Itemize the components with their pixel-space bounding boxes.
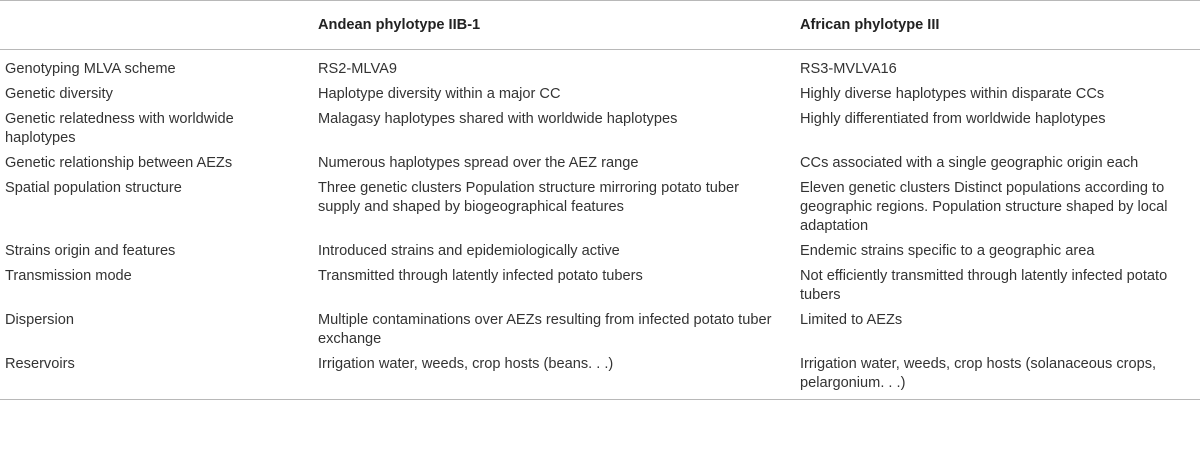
table-row	[0, 50, 1200, 83]
row-african-value: Not efficiently transmitted through latently infected potato tubers	[800, 268, 1168, 303]
row-andean-value: Three genetic clusters Population structure mirroring potato tuber supply and shaped by biogeographical features	[318, 180, 739, 215]
row-feature-label: Dispersion	[5, 312, 74, 328]
row-feature-label: Transmission mode	[5, 268, 132, 284]
table-row	[0, 107, 1200, 151]
table-row	[0, 352, 1200, 400]
row-african-value: Irrigation water, weeds, crop hosts (solanaceous crops, pelargonium. . .)	[800, 356, 1157, 391]
header-andean-phylotype: Andean phylotype IIB-1	[318, 16, 481, 33]
row-andean-value: Irrigation water, weeds, crop hosts (beans. . .)	[318, 356, 614, 372]
row-african-value: RS3-MVLVA16	[800, 61, 897, 77]
row-feature-label: Genetic relationship between AEZs	[5, 155, 233, 171]
row-andean-value: Malagasy haplotypes shared with worldwide haplotypes	[318, 111, 678, 127]
row-feature-label: Genetic relatedness with worldwide haplotypes	[5, 111, 234, 146]
row-african-value: Highly differentiated from worldwide haplotypes	[800, 111, 1106, 127]
table-row	[0, 239, 1200, 264]
row-african-value: Highly diverse haplotypes within disparate CCs	[800, 86, 1105, 102]
row-feature-label: Genetic diversity	[5, 86, 113, 102]
row-andean-value: Transmitted through latently infected potato tubers	[318, 268, 643, 284]
table-row	[0, 264, 1200, 308]
table-header	[0, 1, 1200, 50]
row-african-value: Endemic strains specific to a geographic area	[800, 243, 1095, 259]
table-row	[0, 176, 1200, 239]
row-andean-value: Numerous haplotypes spread over the AEZ range	[318, 155, 639, 171]
header-african-phylotype: African phylotype III	[800, 16, 940, 33]
row-african-value: Eleven genetic clusters Distinct populations according to geographic regions. Population structure shaped by local adaptation	[800, 180, 1168, 234]
row-andean-value: Introduced strains and epidemiologically active	[318, 243, 620, 259]
header-feature	[0, 1, 318, 50]
table-body	[0, 50, 1200, 400]
table-row	[0, 308, 1200, 352]
row-african-value: CCs associated with a single geographic origin each	[800, 155, 1139, 171]
row-andean-value: Haplotype diversity within a major CC	[318, 86, 561, 102]
row-feature-label: Genotyping MLVA scheme	[5, 61, 176, 77]
row-african-value: Limited to AEZs	[800, 312, 903, 328]
row-andean-value: RS2-MLVA9	[318, 61, 397, 77]
row-feature-label: Strains origin and features	[5, 243, 176, 259]
row-feature-label: Spatial population structure	[5, 180, 182, 196]
header-row	[0, 1, 1200, 50]
row-feature-label: Reservoirs	[5, 356, 75, 372]
table-row	[0, 151, 1200, 176]
table-row	[0, 82, 1200, 107]
row-andean-value: Multiple contaminations over AEZs resulting from infected potato tuber exchange	[318, 312, 772, 347]
